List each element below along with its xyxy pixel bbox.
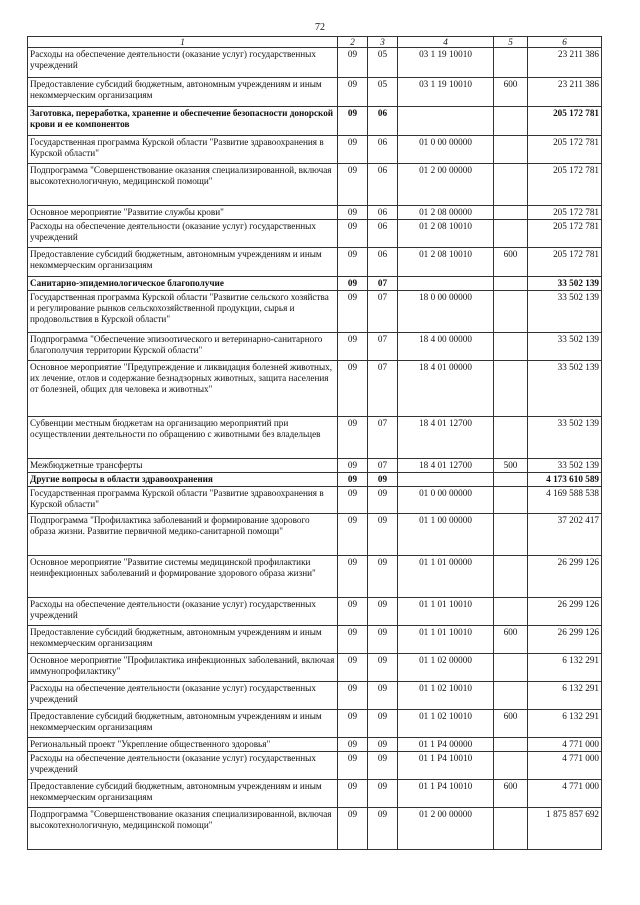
cell-section: 09 bbox=[338, 473, 368, 487]
cell-amount: 6 132 291 bbox=[528, 710, 602, 738]
cell-section: 09 bbox=[338, 598, 368, 626]
cell-target-article: 01 1 00 00000 bbox=[398, 514, 494, 556]
table-row bbox=[28, 598, 602, 626]
table-row bbox=[28, 626, 602, 654]
cell-expense-type bbox=[494, 333, 528, 361]
cell-name: Подпрограмма "Совершенствование оказания специализированной, включая высокотехнологичную, медицинской помощи" bbox=[28, 164, 338, 206]
cell-subsection: 07 bbox=[368, 333, 398, 361]
cell-target-article bbox=[398, 107, 494, 136]
cell-section: 09 bbox=[338, 48, 368, 78]
cell-section: 09 bbox=[338, 487, 368, 514]
cell-target-article: 01 2 08 10010 bbox=[398, 220, 494, 248]
cell-subsection: 05 bbox=[368, 48, 398, 78]
cell-name: Государственная программа Курской области "Развитие здравоохранения в Курской области" bbox=[28, 136, 338, 164]
cell-amount: 4 169 588 538 bbox=[528, 487, 602, 514]
table-row bbox=[28, 514, 602, 556]
table-row bbox=[28, 291, 602, 333]
table-row bbox=[28, 556, 602, 598]
table-row bbox=[28, 780, 602, 808]
cell-expense-type: 600 bbox=[494, 710, 528, 738]
table-row bbox=[28, 136, 602, 164]
cell-target-article bbox=[398, 277, 494, 291]
header-row bbox=[28, 37, 602, 48]
cell-expense-type bbox=[494, 291, 528, 333]
cell-name: Основное мероприятие "Профилактика инфекционных заболеваний, включая иммунопрофилактику" bbox=[28, 654, 338, 682]
cell-target-article: 01 1 P4 00000 bbox=[398, 738, 494, 752]
cell-subsection: 06 bbox=[368, 248, 398, 277]
header-col-3: 3 bbox=[368, 37, 398, 48]
cell-amount: 33 502 139 bbox=[528, 333, 602, 361]
cell-name: Подпрограмма "Обеспечение эпизоотического и ветеринарно-санитарного благополучия территории Курской области" bbox=[28, 333, 338, 361]
cell-section: 09 bbox=[338, 277, 368, 291]
table-row bbox=[28, 682, 602, 710]
cell-name: Подпрограмма "Профилактика заболеваний и формирование здорового образа жизни. Развитие первичной медико-санитарной помощи" bbox=[28, 514, 338, 556]
cell-expense-type bbox=[494, 473, 528, 487]
header-col-5: 5 bbox=[494, 37, 528, 48]
cell-amount: 23 211 386 bbox=[528, 48, 602, 78]
table-row bbox=[28, 487, 602, 514]
table-row bbox=[28, 206, 602, 220]
cell-section: 09 bbox=[338, 514, 368, 556]
cell-target-article: 01 1 P4 10010 bbox=[398, 780, 494, 808]
cell-subsection: 06 bbox=[368, 136, 398, 164]
cell-expense-type bbox=[494, 738, 528, 752]
cell-target-article: 01 1 01 00000 bbox=[398, 556, 494, 598]
header-col-2: 2 bbox=[338, 37, 368, 48]
cell-amount: 33 502 139 bbox=[528, 277, 602, 291]
cell-name: Предоставление субсидий бюджетным, автономным учреждениям и иным некоммерческим организациям bbox=[28, 780, 338, 808]
cell-section: 09 bbox=[338, 136, 368, 164]
cell-target-article: 01 1 02 10010 bbox=[398, 682, 494, 710]
cell-subsection: 07 bbox=[368, 361, 398, 417]
table-row bbox=[28, 277, 602, 291]
cell-target-article: 01 1 P4 10010 bbox=[398, 752, 494, 780]
cell-name: Предоставление субсидий бюджетным, автономным учреждениям и иным некоммерческим организациям bbox=[28, 626, 338, 654]
cell-subsection: 06 bbox=[368, 220, 398, 248]
table-row bbox=[28, 48, 602, 78]
cell-name: Расходы на обеспечение деятельности (оказание услуг) государственных учреждений bbox=[28, 752, 338, 780]
cell-subsection: 09 bbox=[368, 514, 398, 556]
cell-expense-type bbox=[494, 136, 528, 164]
cell-target-article: 03 1 19 10010 bbox=[398, 48, 494, 78]
cell-amount: 205 172 781 bbox=[528, 107, 602, 136]
cell-amount: 33 502 139 bbox=[528, 459, 602, 473]
cell-name: Предоставление субсидий бюджетным, автономным учреждениям и иным некоммерческим организациям bbox=[28, 710, 338, 738]
cell-expense-type bbox=[494, 164, 528, 206]
cell-amount: 23 211 386 bbox=[528, 78, 602, 107]
cell-subsection: 07 bbox=[368, 417, 398, 459]
table-row bbox=[28, 248, 602, 277]
cell-target-article: 01 1 01 10010 bbox=[398, 626, 494, 654]
cell-target-article: 18 0 00 00000 bbox=[398, 291, 494, 333]
cell-expense-type bbox=[494, 48, 528, 78]
cell-subsection: 09 bbox=[368, 780, 398, 808]
cell-expense-type: 600 bbox=[494, 248, 528, 277]
cell-name: Государственная программа Курской области "Развитие сельского хозяйства и регулирование рынков сельскохозяйственной продукции, сырья и продовольствия в Курской области" bbox=[28, 291, 338, 333]
cell-name: Расходы на обеспечение деятельности (оказание услуг) государственных учреждений bbox=[28, 48, 338, 78]
cell-subsection: 09 bbox=[368, 487, 398, 514]
cell-expense-type: 600 bbox=[494, 780, 528, 808]
table-row bbox=[28, 417, 602, 459]
cell-section: 09 bbox=[338, 164, 368, 206]
cell-target-article: 18 4 01 12700 bbox=[398, 417, 494, 459]
cell-expense-type bbox=[494, 514, 528, 556]
cell-expense-type bbox=[494, 417, 528, 459]
cell-target-article: 03 1 19 10010 bbox=[398, 78, 494, 107]
cell-name: Основное мероприятие "Развитие системы медицинской профилактики неинфекционных заболеваний и формирование здорового образа жизни" bbox=[28, 556, 338, 598]
cell-amount: 26 299 126 bbox=[528, 626, 602, 654]
cell-name: Основное мероприятие "Развитие службы крови" bbox=[28, 206, 338, 220]
cell-section: 09 bbox=[338, 220, 368, 248]
cell-target-article: 01 2 00 00000 bbox=[398, 808, 494, 850]
cell-target-article bbox=[398, 473, 494, 487]
cell-subsection: 05 bbox=[368, 78, 398, 107]
cell-amount: 205 172 781 bbox=[528, 248, 602, 277]
table-row bbox=[28, 710, 602, 738]
cell-name: Подпрограмма "Совершенствование оказания специализированной, включая высокотехнологичную, медицинской помощи" bbox=[28, 808, 338, 850]
cell-subsection: 09 bbox=[368, 556, 398, 598]
cell-subsection: 09 bbox=[368, 473, 398, 487]
table-row bbox=[28, 220, 602, 248]
cell-name: Региональный проект "Укрепление общественного здоровья" bbox=[28, 738, 338, 752]
cell-target-article: 01 1 01 10010 bbox=[398, 598, 494, 626]
cell-name: Предоставление субсидий бюджетным, автономным учреждениям и иным некоммерческим организациям bbox=[28, 248, 338, 277]
cell-section: 09 bbox=[338, 107, 368, 136]
cell-expense-type bbox=[494, 808, 528, 850]
cell-expense-type bbox=[494, 361, 528, 417]
cell-amount: 4 771 000 bbox=[528, 780, 602, 808]
cell-section: 09 bbox=[338, 78, 368, 107]
cell-expense-type: 600 bbox=[494, 78, 528, 107]
cell-target-article: 01 1 02 10010 bbox=[398, 710, 494, 738]
cell-subsection: 09 bbox=[368, 682, 398, 710]
cell-section: 09 bbox=[338, 752, 368, 780]
cell-expense-type bbox=[494, 556, 528, 598]
cell-expense-type bbox=[494, 682, 528, 710]
cell-amount: 205 172 781 bbox=[528, 220, 602, 248]
cell-name: Другие вопросы в области здравоохранения bbox=[28, 473, 338, 487]
cell-subsection: 09 bbox=[368, 808, 398, 850]
cell-amount: 4 771 000 bbox=[528, 738, 602, 752]
cell-subsection: 07 bbox=[368, 459, 398, 473]
cell-amount: 205 172 781 bbox=[528, 136, 602, 164]
cell-target-article: 01 0 00 00000 bbox=[398, 487, 494, 514]
cell-amount: 6 132 291 bbox=[528, 654, 602, 682]
cell-name: Расходы на обеспечение деятельности (оказание услуг) государственных учреждений bbox=[28, 598, 338, 626]
cell-section: 09 bbox=[338, 291, 368, 333]
table-row bbox=[28, 361, 602, 417]
cell-expense-type bbox=[494, 598, 528, 626]
cell-expense-type bbox=[494, 752, 528, 780]
budget-table bbox=[27, 36, 602, 850]
cell-amount: 33 502 139 bbox=[528, 361, 602, 417]
cell-section: 09 bbox=[338, 248, 368, 277]
cell-subsection: 09 bbox=[368, 752, 398, 780]
table-row bbox=[28, 738, 602, 752]
cell-amount: 6 132 291 bbox=[528, 682, 602, 710]
cell-amount: 1 875 857 692 bbox=[528, 808, 602, 850]
cell-name: Межбюджетные трансферты bbox=[28, 459, 338, 473]
cell-target-article: 01 2 08 10010 bbox=[398, 248, 494, 277]
cell-section: 09 bbox=[338, 780, 368, 808]
table-row bbox=[28, 78, 602, 107]
cell-section: 09 bbox=[338, 459, 368, 473]
cell-expense-type bbox=[494, 220, 528, 248]
page-number: 72 bbox=[315, 22, 325, 33]
table-row bbox=[28, 164, 602, 206]
cell-target-article: 18 4 01 00000 bbox=[398, 361, 494, 417]
cell-expense-type bbox=[494, 487, 528, 514]
table-row bbox=[28, 333, 602, 361]
cell-expense-type bbox=[494, 654, 528, 682]
cell-subsection: 07 bbox=[368, 277, 398, 291]
cell-expense-type bbox=[494, 277, 528, 291]
cell-amount: 4 771 000 bbox=[528, 752, 602, 780]
cell-target-article: 01 1 02 00000 bbox=[398, 654, 494, 682]
cell-target-article: 18 4 01 12700 bbox=[398, 459, 494, 473]
cell-subsection: 09 bbox=[368, 626, 398, 654]
cell-name: Предоставление субсидий бюджетным, автономным учреждениям и иным некоммерческим организациям bbox=[28, 78, 338, 107]
cell-subsection: 06 bbox=[368, 107, 398, 136]
cell-amount: 37 202 417 bbox=[528, 514, 602, 556]
cell-expense-type bbox=[494, 107, 528, 136]
cell-target-article: 01 2 08 00000 bbox=[398, 206, 494, 220]
cell-section: 09 bbox=[338, 682, 368, 710]
cell-section: 09 bbox=[338, 333, 368, 361]
cell-amount: 205 172 781 bbox=[528, 206, 602, 220]
cell-subsection: 09 bbox=[368, 598, 398, 626]
table-row bbox=[28, 808, 602, 850]
cell-expense-type: 500 bbox=[494, 459, 528, 473]
cell-section: 09 bbox=[338, 710, 368, 738]
cell-target-article: 01 2 00 00000 bbox=[398, 164, 494, 206]
cell-subsection: 06 bbox=[368, 164, 398, 206]
cell-section: 09 bbox=[338, 626, 368, 654]
cell-subsection: 07 bbox=[368, 291, 398, 333]
cell-amount: 26 299 126 bbox=[528, 598, 602, 626]
cell-name: Государственная программа Курской области "Развитие здравоохранения в Курской области" bbox=[28, 487, 338, 514]
cell-amount: 205 172 781 bbox=[528, 164, 602, 206]
cell-expense-type bbox=[494, 206, 528, 220]
cell-name: Субвенции местным бюджетам на организацию мероприятий при осуществлении деятельности по обращению с животными без владельцев bbox=[28, 417, 338, 459]
cell-subsection: 09 bbox=[368, 738, 398, 752]
table-row bbox=[28, 752, 602, 780]
cell-target-article: 01 0 00 00000 bbox=[398, 136, 494, 164]
header-col-1: 1 bbox=[28, 37, 338, 48]
cell-amount: 33 502 139 bbox=[528, 291, 602, 333]
cell-section: 09 bbox=[338, 417, 368, 459]
cell-section: 09 bbox=[338, 738, 368, 752]
table-row bbox=[28, 107, 602, 136]
cell-section: 09 bbox=[338, 654, 368, 682]
cell-amount: 4 173 610 589 bbox=[528, 473, 602, 487]
cell-section: 09 bbox=[338, 808, 368, 850]
cell-subsection: 06 bbox=[368, 206, 398, 220]
cell-section: 09 bbox=[338, 206, 368, 220]
table-row bbox=[28, 473, 602, 487]
table-body bbox=[28, 48, 602, 850]
cell-amount: 26 299 126 bbox=[528, 556, 602, 598]
cell-name: Основное мероприятие "Предупреждение и ликвидация болезней животных, их лечение, отлов и содержание безнадзорных животных, защита населения от болезней, общих для человека и животных" bbox=[28, 361, 338, 417]
table-row bbox=[28, 654, 602, 682]
cell-name: Расходы на обеспечение деятельности (оказание услуг) государственных учреждений bbox=[28, 682, 338, 710]
cell-name: Санитарно-эпидемиологическое благополучие bbox=[28, 277, 338, 291]
cell-section: 09 bbox=[338, 361, 368, 417]
header-col-6: 6 bbox=[528, 37, 602, 48]
cell-name: Заготовка, переработка, хранение и обеспечение безопасности донорской крови и ее компонентов bbox=[28, 107, 338, 136]
cell-subsection: 09 bbox=[368, 654, 398, 682]
table-row bbox=[28, 459, 602, 473]
cell-amount: 33 502 139 bbox=[528, 417, 602, 459]
header-col-4: 4 bbox=[398, 37, 494, 48]
cell-name: Расходы на обеспечение деятельности (оказание услуг) государственных учреждений bbox=[28, 220, 338, 248]
cell-subsection: 09 bbox=[368, 710, 398, 738]
cell-target-article: 18 4 00 00000 bbox=[398, 333, 494, 361]
cell-expense-type: 600 bbox=[494, 626, 528, 654]
cell-section: 09 bbox=[338, 556, 368, 598]
